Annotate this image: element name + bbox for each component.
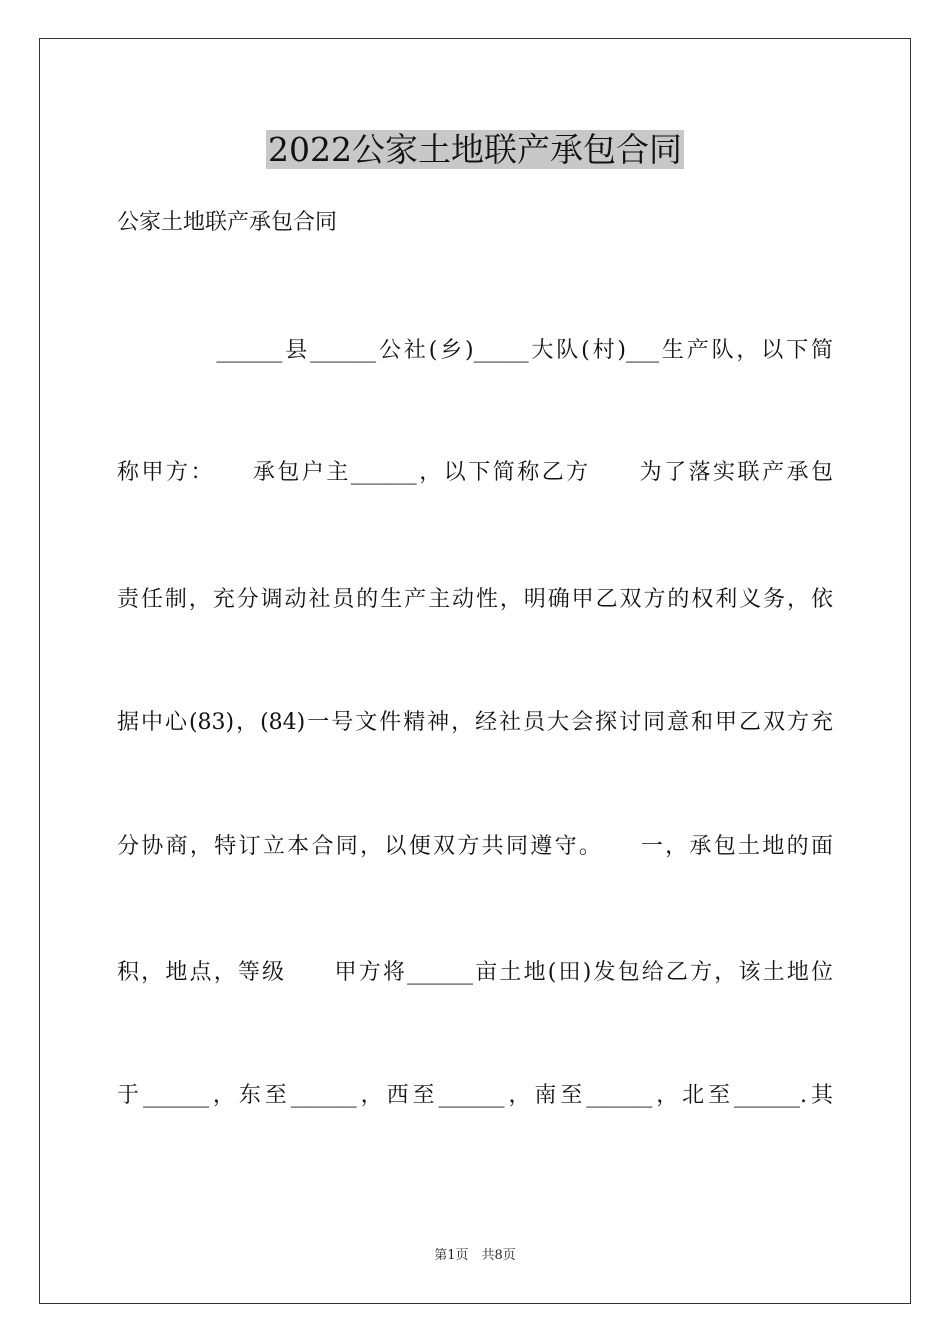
body-line-7: 于______，东至______，西至______，南至______，北至______.其 bbox=[117, 1083, 833, 1108]
document-title bbox=[0, 128, 950, 172]
document-subtitle: 公家土地联产承包合同 bbox=[117, 210, 338, 235]
body-line-4: 据中心(83)，(84)一号文件精神，经社员大会探讨同意和甲乙双方充 bbox=[117, 710, 833, 735]
document-title-text: 2022公家土地联产承包合同 bbox=[268, 130, 682, 169]
body-line-3: 责任制，充分调动社员的生产主动性，明确甲乙双方的权利义务，依 bbox=[117, 587, 833, 612]
body-line-5: 分协商，特订立本合同，以便双方共同遵守。 一，承包土地的面 bbox=[117, 834, 833, 859]
body-line-6: 积，地点，等级 甲方将______亩土地(田)发包给乙方，该土地位 bbox=[117, 960, 833, 985]
body-line-1: ______县______公社(乡)_____大队(村)___生产队，以下简 bbox=[117, 338, 833, 363]
body-line-2: 称甲方： 承包户主______，以下简称乙方 为了落实联产承包 bbox=[117, 460, 833, 485]
page-footer: 第1页 共8页 bbox=[434, 1248, 516, 1263]
